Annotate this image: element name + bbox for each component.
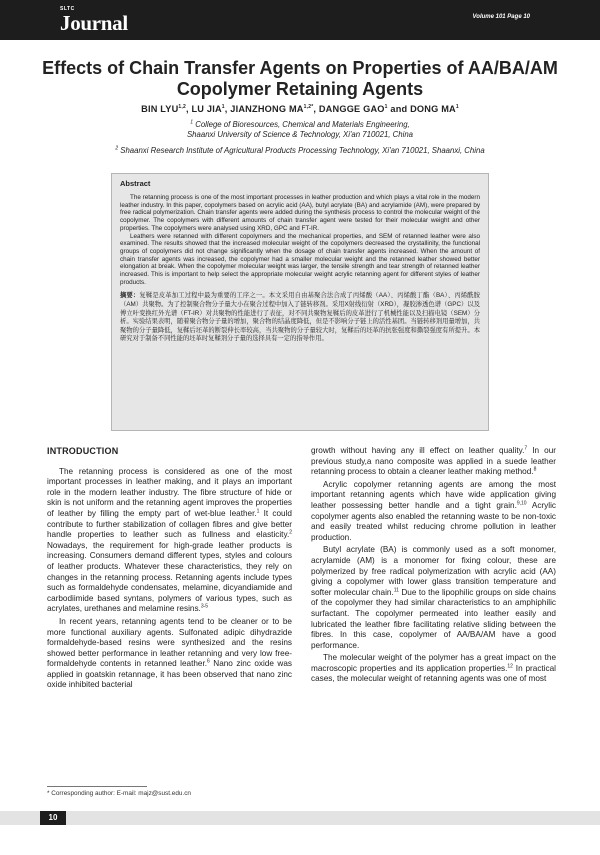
abstract-chinese-label: 摘要：: [120, 292, 140, 300]
author-affil-mark: 1: [455, 103, 459, 110]
issue-info: Volume 101 Page 10: [472, 14, 530, 20]
author-name: , DANGGE GAO: [313, 104, 385, 114]
affil-text: Shaanxi University of Science & Technology, Xi'an 710021, China: [186, 130, 413, 139]
body-paragraph: [47, 467, 292, 615]
author-name: and DONG MA: [387, 104, 456, 114]
abstract-paragraph: The retanning process is one of the most important processes in leather production and which plays a vital role in the modern leather industry. In this paper, copolymers based on acrylic acid (AA), butyl acrylate (BA) and acrylamide (AM), were prepared by free radical polymerization. Chain transfer agents were added during the synthesis process to control the molecular weight of the copolymer. The copolymers with different amounts of chain transfer agent were tested for their molecular weight and other properties. The copolymers were analysed using XRD, GPC and FT-IR.: [120, 194, 480, 232]
abstract-paragraph: Leathers were retanned with different copolymers and the mechanical properties, and SEM of retanned leather were also examined. The results showed that the increased molecular weight of the copolymers decreased the crystallinity, the functional groups of copolymers did not change significantly when the dosage of chain transfer agents increased. When the amount of chain transfer agents was increased, the copolymer had a smaller molecular weight and the retanned leather showed better elongation at break. When the copolymer molecular weight was larger, the tensile strength and tear strength of retanned leather increased. This is important to help select the appropriate molecular weight acrylic retanning agent for different styles of leather products.: [120, 232, 480, 286]
body-column-left: [47, 446, 292, 693]
page-number: 10: [40, 811, 66, 825]
affiliation-1: [40, 120, 560, 140]
citation: 12: [507, 663, 513, 670]
body-paragraph: [311, 653, 556, 685]
body-text: The retanning process is considered as one of the most important processes in leather making, and it plays an important role in the modern leather industry. The fibre structure of hide or skin is not uniform and the retanning agent improves the properties of leather by filling the empty part of wet-blue leather.: [47, 466, 292, 518]
body-text: It could contribute to further stabilization of collagen fibres and give better handle properties to leather such as fullness and elasticity.: [47, 508, 292, 540]
author-affil-mark: 1,2: [178, 103, 186, 110]
author-name: BIN LYU: [141, 104, 179, 114]
body-paragraph: [311, 480, 556, 544]
citation: 7: [524, 445, 528, 452]
body-paragraph: [311, 446, 556, 478]
body-text: growth without having any ill effect on leather quality.: [311, 446, 525, 455]
citation: 2: [289, 529, 292, 536]
journal-logo: [60, 6, 128, 35]
footer-bar: [0, 811, 600, 825]
logo-main-text: Journal: [60, 11, 128, 35]
body-text: The molecular weight of the polymer has a great impact on the macroscopic properties and its application properties.: [311, 653, 556, 673]
section-heading: INTRODUCTION: [47, 446, 119, 456]
abstract-box: [111, 173, 489, 431]
author-list: [40, 104, 560, 114]
body-text: Nowadays, the requirement for high-grade leather products is increasing. Consumers demand different types, styles and colours of leather products. Whatever these characteristics, they rely on changes in the retanning process. Retanning agents include types such as formaldehyde condensates, melamine, dicyandiamide and carbodiimide based syntans, polymers of various types, such as acrylates, urethanes and melamine resins.: [47, 540, 292, 614]
abstract-chinese-text: 复鞣是皮革加工过程中最为重要的工序之一。本文采用自由基聚合法合成了丙烯酸（AA）、丙烯酸丁酯（BA）、丙烯酰胺（AM）共聚物。为了控制聚合物分子量大小在聚合过程中加入了链转移剂。采用X射线衍射（XRD），凝胶渗透色谱（GPC）以及傅立叶变换红外光谱（FT-IR）对共聚物的性能进行了表征，对不同共聚物复鞣后的皮革进行了机械性能以及扫描电镜（SEM）分析。实验结果表明，随着聚合物分子量的增加，聚合物的结晶度降低，但是不影响分子链上的活性基团。当链转移剂用量增加，共聚物的分子量降低，复鞣后坯革的断裂伸长率较高，当共聚物的分子量较大时，复鞣后的坯革的抗张强度和撕裂强度有所提升。本研究对于制备不同性能的坯革时复鞣剂分子量的选择具有一定的指导作用。: [120, 292, 481, 343]
author-name: , LU JIA: [185, 104, 222, 114]
abstract-heading: Abstract: [120, 179, 151, 188]
journal-header-bar: [0, 0, 600, 40]
citation: 3-5: [200, 603, 209, 610]
affil-text: College of Bioresources, Chemical and Materials Engineering,: [193, 120, 410, 129]
citation: 11: [393, 586, 399, 593]
affil-text: Shaanxi Research Institute of Agricultural Products Processing Technology, Xi'an 710021, Shaanxi, China: [118, 146, 485, 155]
citation: 9,10: [516, 500, 527, 507]
body-text: Butyl acrylate (BA) is commonly used as a soft monomer, acrylamide (AM) is a monomer for fixing colour, these are polymerized by free radical polymerization with acrylic acid (AA) giving a copolymer with lower glass transition temperature and softer molecular chain.: [311, 545, 556, 597]
body-text: In our previous study,a nano composite was applied in a suede leather retanning process to obtain a cleaner leather making method.: [311, 446, 556, 477]
author-affil-mark: 1,2*: [303, 103, 314, 110]
body-column-right: [311, 446, 556, 687]
author-name: , JIANZHONG MA: [224, 104, 304, 114]
abstract-chinese: [120, 292, 480, 344]
body-text: Acrylic copolymer retanning agents are among the most important retanning agents which have wide application giving leather possessing better handle and a tight grain.: [311, 479, 556, 510]
logo-small-text: SLTC: [60, 6, 75, 12]
body-paragraph: [47, 617, 292, 691]
body-paragraph: [311, 545, 556, 651]
affil-mark: 2: [115, 145, 119, 152]
affil-mark: 1: [190, 119, 194, 126]
corresponding-author-footnote: * Corresponding author: E-mail: majz@sust.edu.cn: [47, 790, 191, 797]
author-affil-mark: 1: [221, 103, 225, 110]
body-text: Acrylic copolymer agents also enabled the retanning waste to be non-toxic and easily treated whilst reducing chrome pollution in leather production.: [311, 500, 556, 542]
affiliation-2: [40, 146, 560, 155]
footnote-divider: [47, 786, 147, 787]
body-text: Nano zinc oxide was applied in goatskin retannage, it has been observed that nano zinc oxide inhibited bacterial: [47, 659, 292, 690]
citation: 6: [207, 658, 210, 665]
citation: 8: [533, 466, 537, 473]
body-text: Due to the lipophilic groups on side chains of the copolymer they had similar characteristics to an amphiphilic surfactant. The copolymer permeated into leather easily and lubricated the leather fibre facilitating relative sliding between the fibres. In this case, copolymer of AA/BA/AM have a good performance.: [311, 587, 556, 650]
body-text: In recent years, retanning agents tend to be cleaner or to be more functional auxiliary agents. Sulfonated adipic dihydrazide formaldehyde-based resins were synthesized and the resins showed better performance in leather retanning and very low free-formaldehyde contents in retanned leather.: [47, 616, 292, 669]
paper-title: Effects of Chain Transfer Agents on Properties of AA/BA/AM Copolymer Retaining Agents: [42, 58, 558, 99]
author-affil-mark: 1: [384, 103, 388, 110]
citation: 1: [256, 508, 260, 515]
body-text: In practical cases, the molecular weight of retanning agents was one of most: [311, 663, 556, 684]
